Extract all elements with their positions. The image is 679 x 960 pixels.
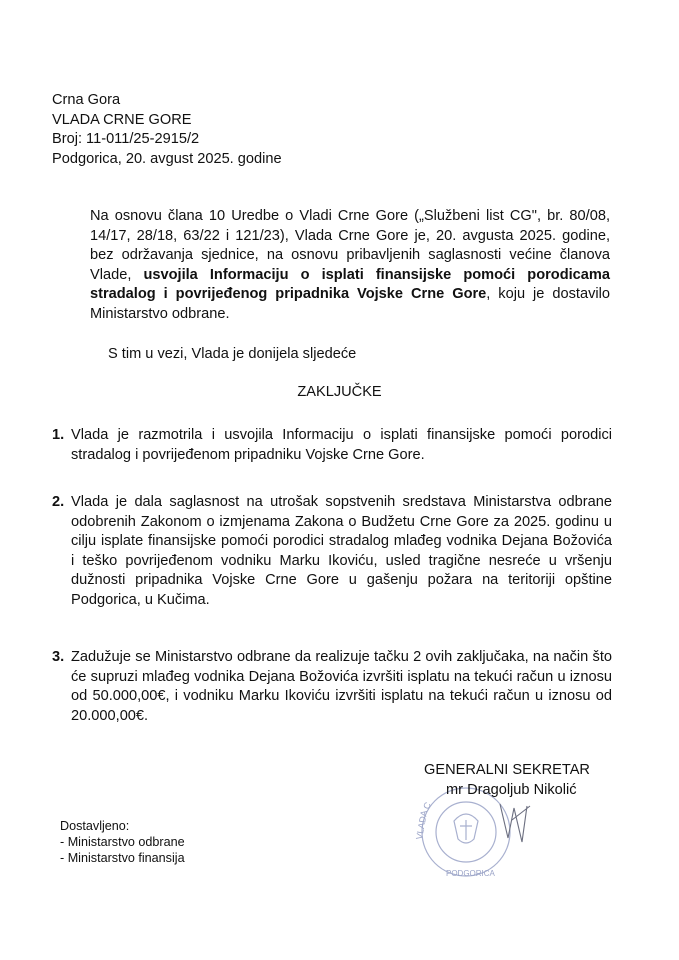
distribution-list — [60, 818, 185, 866]
header-country: Crna Gora — [52, 92, 121, 108]
conclusion-text: Zadužuje se Ministarstvo odbrane da realizuje tačku 2 ovih zaključaka, na način što će supruzi mlađeg vodnika Dejana Božovića izvršiti isplatu na tekući račun u iznosu od 50.000,00€, i vodniku Marku Ikoviću izvršiti isplatu na tekući račun u iznosu od 20.000,00€. — [71, 649, 612, 724]
distribution-label: Dostavljeno: — [60, 819, 130, 833]
signature-block — [424, 761, 644, 800]
lead-sentence: S tim u vezi, Vlada je donijela sljedeće — [108, 346, 357, 362]
signatory-name: mr Dragoljub Nikolić — [446, 781, 577, 798]
intro-text: Na osnovu člana 10 Uredbe o Vladi Crne Gore („Službeni list CG", br. 80/08, 14/17, 28/18, 63/22 i 121/23), Vlada Crne Gore je, 20. avgusta 2025. godine, bez održavanja sjednice, na osnovu pribavljenih saglasnosti većine članova Vlade, — [90, 208, 610, 283]
svg-text:C: C — [421, 800, 433, 811]
document-header — [52, 91, 452, 169]
header-place-date: Podgorica, 20. avgust 2025. godine — [52, 150, 282, 167]
conclusion-text: Vlada je razmotrila i usvojila Informaciju o isplati finansijske pomoći porodici stradalog i povrijeđenom pripadniku Vojske Crne Gore. — [71, 427, 612, 463]
header-institution: VLADA CRNE GORE — [52, 111, 192, 128]
conclusion-text: Vlada je dala saglasnost na utrošak sopstvenih sredstava Ministarstva odbrane odobrenih Zakonom o izmjenama Zakona o Budžetu Crne Gore za 2025. godinu u cilju isplate finansijske pomoći porodici stradalog mlađeg vodnika Dejana Božovića i teško povrijeđenom vodniku Marku Ikoviću, usled tragične nesreće u vršenju dužnosti pripadnika Vojske Crne Gore u gašenju požara na teritoriji opštine Podgorica, u Kučima. — [71, 494, 612, 608]
distribution-item: - Ministarstvo odbrane — [60, 835, 185, 849]
svg-text:VLADA: VLADA — [414, 809, 430, 841]
conclusion-number: 1. — [52, 427, 65, 443]
distribution-item: - Ministarstvo finansija — [60, 851, 185, 865]
signatory-title: GENERALNI SEKRETAR — [424, 762, 590, 778]
intro-paragraph — [90, 207, 610, 324]
conclusion-number: 2. — [52, 494, 65, 510]
intro-text-end: , koju je dostavilo Ministarstvo odbrane. — [90, 286, 610, 322]
stamp-city: PODGORICA — [446, 869, 495, 878]
conclusion-item — [52, 426, 612, 465]
intro-bold-text: usvojila Informaciju o isplati finansijske pomoći porodicama stradalog i povrijeđenog pripadnika Vojske Crne Gore — [90, 266, 610, 302]
conclusion-item — [52, 493, 612, 610]
conclusions-heading: ZAKLJUČKE — [297, 384, 382, 400]
conclusion-number: 3. — [52, 649, 65, 665]
header-reference-number: Broj: 11-011/25-2915/2 — [52, 131, 200, 147]
conclusion-item — [52, 648, 612, 726]
